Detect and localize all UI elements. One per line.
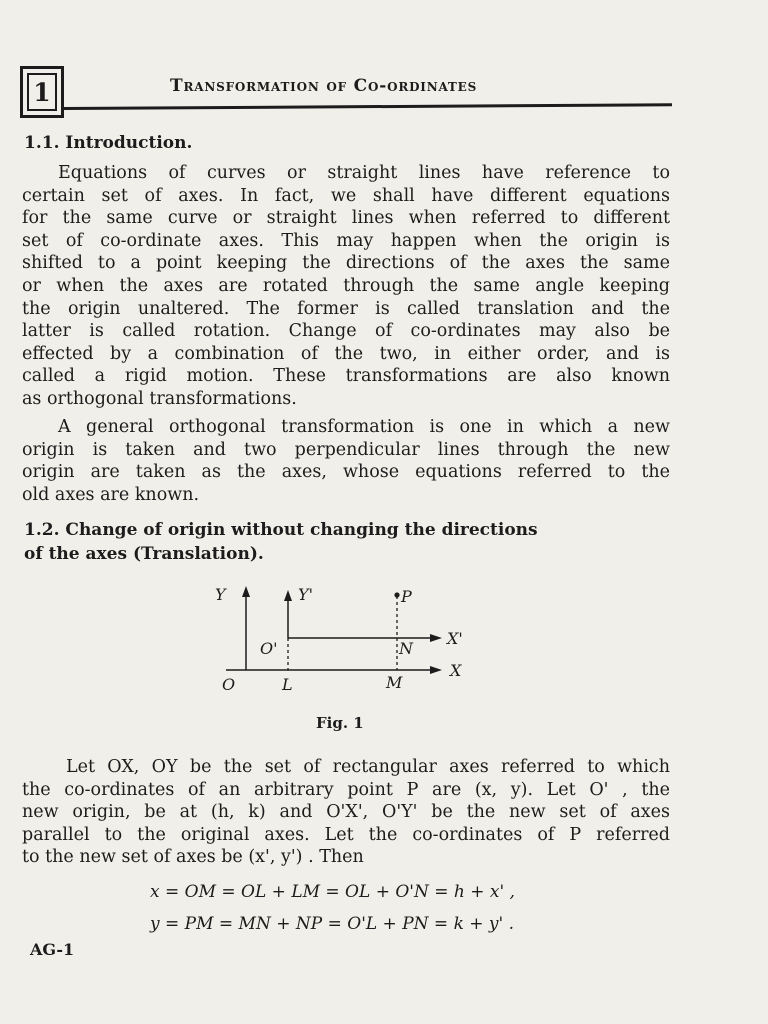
introduction-paragraph [22, 162, 670, 411]
section-1-2-heading-line1: 1.2. Change of origin without changing the directions [24, 520, 538, 540]
general-transformation-paragraph [22, 416, 670, 506]
header-rule [64, 103, 672, 110]
y-axis-arrow [242, 586, 250, 597]
label-n: N [399, 639, 413, 658]
text-line: or when the axes are rotated through the same angle keeping [22, 275, 670, 296]
label-x: X [450, 661, 462, 680]
x-axis-arrow [430, 666, 442, 674]
text-line: the origin unaltered. The former is called translation and the [22, 298, 670, 319]
text-line: the co-ordinates of an arbitrary point P are (x, y). Let O' , the [22, 779, 670, 800]
label-y-prime: Y' [298, 585, 313, 604]
point-p-dot [394, 592, 399, 597]
figure-1-diagram [200, 580, 490, 700]
x-prime-axis-arrow [430, 634, 442, 642]
label-y: Y [215, 585, 226, 604]
text-line: latter is called rotation. Change of co-ordinates may also be [22, 321, 670, 342]
label-l: L [282, 675, 293, 694]
label-o: O [222, 675, 236, 694]
text-line: old axes are known. [22, 484, 200, 505]
section-1-2-heading-text: of the axes (Translation). [24, 544, 264, 564]
text-line: for the same curve or straight lines when referred to different [22, 208, 670, 229]
text-line: Equations of curves or straight lines have reference to [58, 163, 670, 183]
label-x-prime: X' [447, 629, 463, 648]
text-line: origin is taken and two perpendicular lines through the new [22, 439, 670, 460]
label-o-prime: O' [260, 639, 278, 658]
text-line: A general orthogonal transformation is one in which a new [58, 417, 670, 437]
chapter-number-box [20, 66, 64, 118]
section-1-1-heading: 1.1. Introduction. [24, 133, 193, 153]
equation-y: y = PM = MN + NP = O'L + PN = k + y' . [150, 914, 515, 934]
text-line: shifted to a point keeping the directions of the axes the same [22, 253, 670, 274]
equation-x: x = OM = OL + LM = OL + O'N = h + x' , [150, 882, 515, 902]
text-line: origin are taken as the axes, whose equations referred to the [22, 462, 670, 483]
figure-caption: Fig. 1 [316, 714, 364, 732]
text-line: certain set of axes. In fact, we shall have different equations [22, 185, 670, 206]
text-line: set of co-ordinate axes. This may happen when the origin is [22, 230, 670, 251]
text-line: to the new set of axes be (x', y') . Then [22, 847, 364, 868]
text-line: effected by a combination of the two, in either order, and is [22, 343, 670, 364]
text-line: Let OX, OY be the set of rectangular axes referred to which [66, 757, 670, 777]
page-code: AG-1 [30, 940, 75, 959]
label-p: P [401, 587, 412, 606]
translation-paragraph [22, 756, 670, 869]
label-m: M [386, 673, 403, 692]
text-line: new origin, be at (h, k) and O'X', O'Y' be the new set of axes [22, 802, 670, 823]
section-1-2-heading-line2 [24, 544, 264, 564]
text-line: parallel to the original axes. Let the co-ordinates of P referred [22, 824, 670, 845]
text-line: called a rigid motion. These transformations are also known [22, 366, 670, 387]
chapter-title: Transformation of Co-ordinates [170, 76, 478, 96]
chapter-number: 1 [27, 73, 57, 111]
text-line: as orthogonal transformations. [22, 388, 297, 409]
y-prime-axis-arrow [284, 590, 292, 601]
